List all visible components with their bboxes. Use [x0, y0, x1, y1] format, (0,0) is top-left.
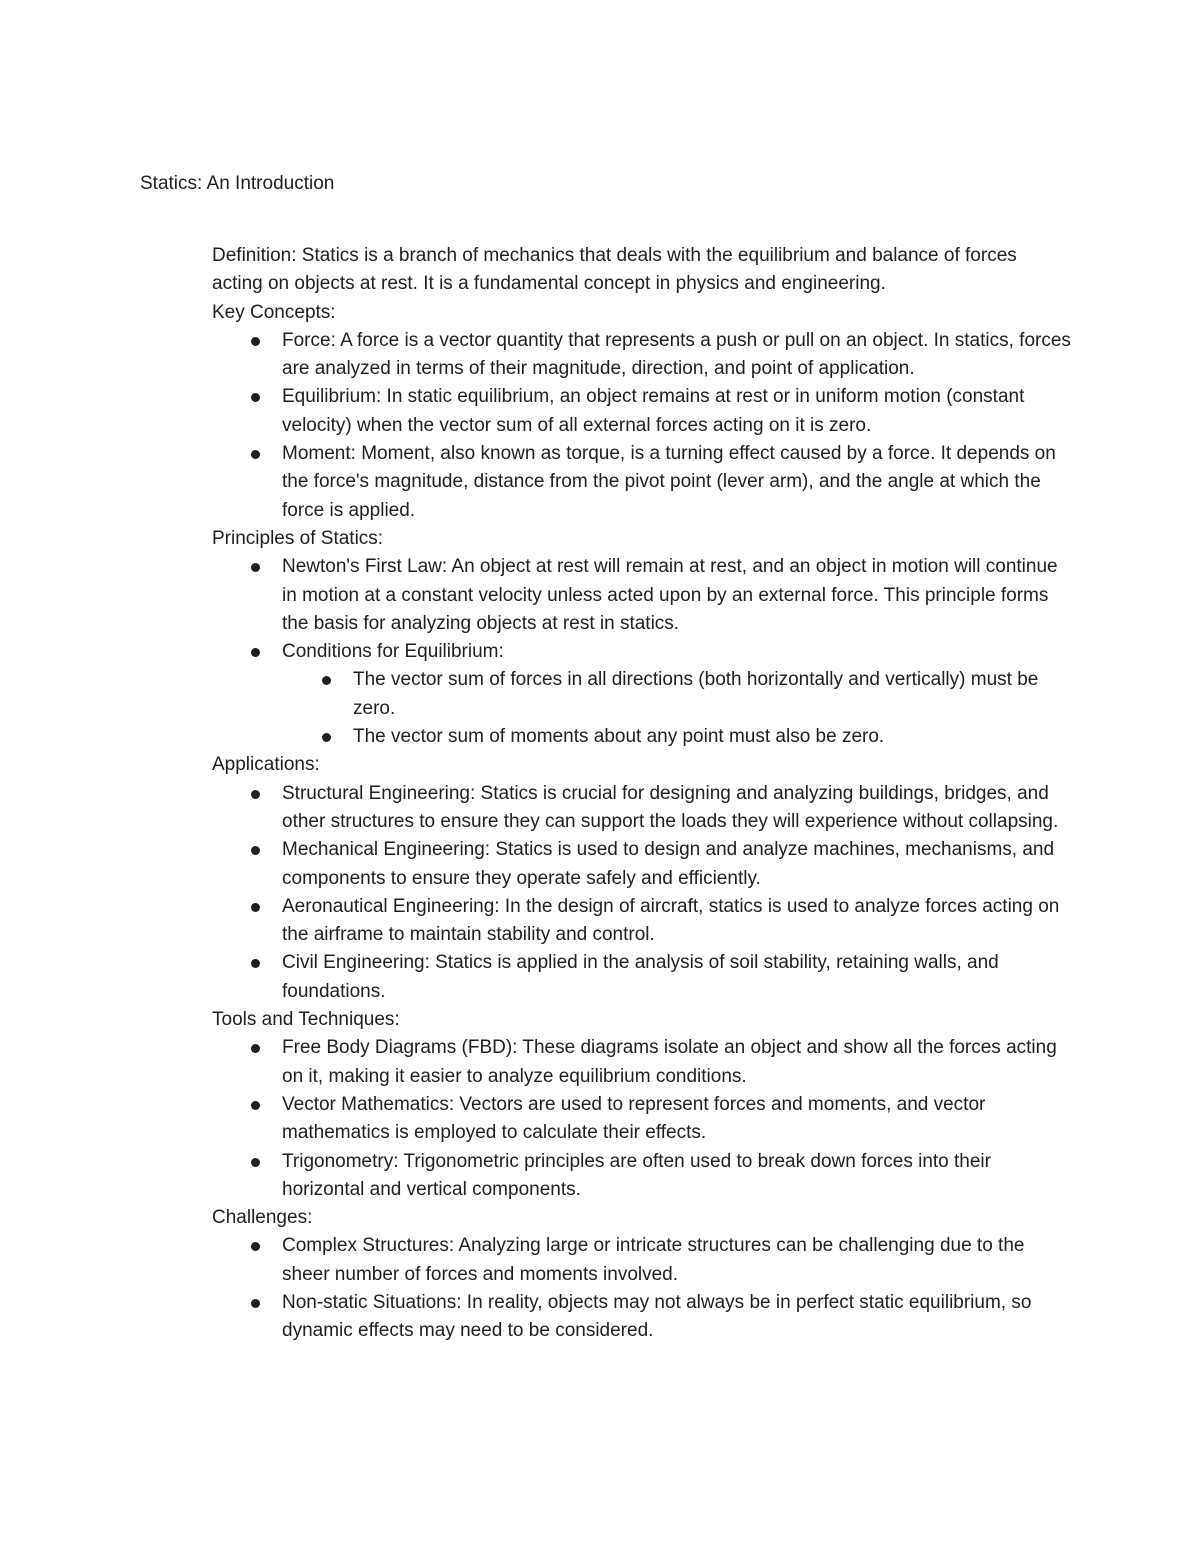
list-item-label: Conditions for Equilibrium: [282, 641, 504, 663]
section-heading: Principles of Statics: [212, 527, 384, 549]
list-item: Equilibrium: In static equilibrium, an object remains at rest or in uniform motion (constant velocity) when the vector sum of all external forces acting on it is zero. [212, 383, 1072, 440]
section-key-concepts [212, 299, 1072, 525]
list-item: Vector Mathematics: Vectors are used to represent forces and moments, and vector mathematics is employed to calculate their effects. [212, 1091, 1072, 1148]
list-item: Structural Engineering: Statics is crucial for designing and analyzing buildings, bridges, and other structures to ensure they can support the loads they will experience without collapsing. [212, 780, 1072, 837]
list-item: Free Body Diagrams (FBD): These diagrams isolate an object and show all the forces acting on it, making it easier to analyze equilibrium conditions. [212, 1034, 1072, 1091]
list-item: Newton's First Law: An object at rest will remain at rest, and an object in motion will continue in motion at a constant velocity unless acted upon by an external force. This principle forms the basis for analyzing objects at rest in statics. [212, 553, 1072, 638]
section-heading: Challenges: [212, 1207, 313, 1229]
section-heading: Applications: [212, 754, 320, 776]
section-tools [212, 1006, 1072, 1204]
tools-list [212, 1034, 1072, 1204]
list-item: Moment: Moment, also known as torque, is a turning effect caused by a force. It depends on the force's magnitude, distance from the pivot point (lever arm), and the angle at which the force is applied. [212, 440, 1072, 525]
list-item: Trigonometry: Trigonometric principles are often used to break down forces into their horizontal and vertical components. [212, 1148, 1072, 1205]
equilibrium-conditions-sublist [282, 666, 1072, 751]
list-item: Mechanical Engineering: Statics is used to design and analyze machines, mechanisms, and components to ensure they operate safely and efficiently. [212, 836, 1072, 893]
list-item: Non-static Situations: In reality, objects may not always be in perfect static equilibrium, so dynamic effects may need to be considered. [212, 1289, 1072, 1346]
list-item: Civil Engineering: Statics is applied in the analysis of soil stability, retaining walls, and foundations. [212, 949, 1072, 1006]
sublist-item: The vector sum of forces in all directions (both horizontally and vertically) must be zero. [282, 666, 1072, 723]
principles-list [212, 553, 1072, 751]
key-concepts-list [212, 327, 1072, 525]
document-title: Statics: An Introduction [140, 173, 335, 194]
document-body [212, 242, 1072, 1346]
list-item-with-sublist [212, 638, 1072, 751]
challenges-list [212, 1232, 1072, 1345]
section-applications [212, 751, 1072, 1006]
applications-list [212, 780, 1072, 1006]
definition-paragraph: Definition: Statics is a branch of mechanics that deals with the equilibrium and balance of forces acting on objects at rest. It is a fundamental concept in physics and engineering. [212, 245, 1017, 295]
list-item: Aeronautical Engineering: In the design of aircraft, statics is used to analyze forces acting on the airframe to maintain stability and control. [212, 893, 1072, 950]
section-challenges [212, 1204, 1072, 1345]
section-heading: Tools and Techniques: [212, 1009, 400, 1031]
section-principles [212, 525, 1072, 751]
list-item: Complex Structures: Analyzing large or intricate structures can be challenging due to the sheer number of forces and moments involved. [212, 1232, 1072, 1289]
section-heading: Key Concepts: [212, 301, 336, 323]
list-item: Force: A force is a vector quantity that represents a push or pull on an object. In statics, forces are analyzed in terms of their magnitude, direction, and point of application. [212, 327, 1072, 384]
sublist-item: The vector sum of moments about any point must also be zero. [282, 723, 1072, 751]
